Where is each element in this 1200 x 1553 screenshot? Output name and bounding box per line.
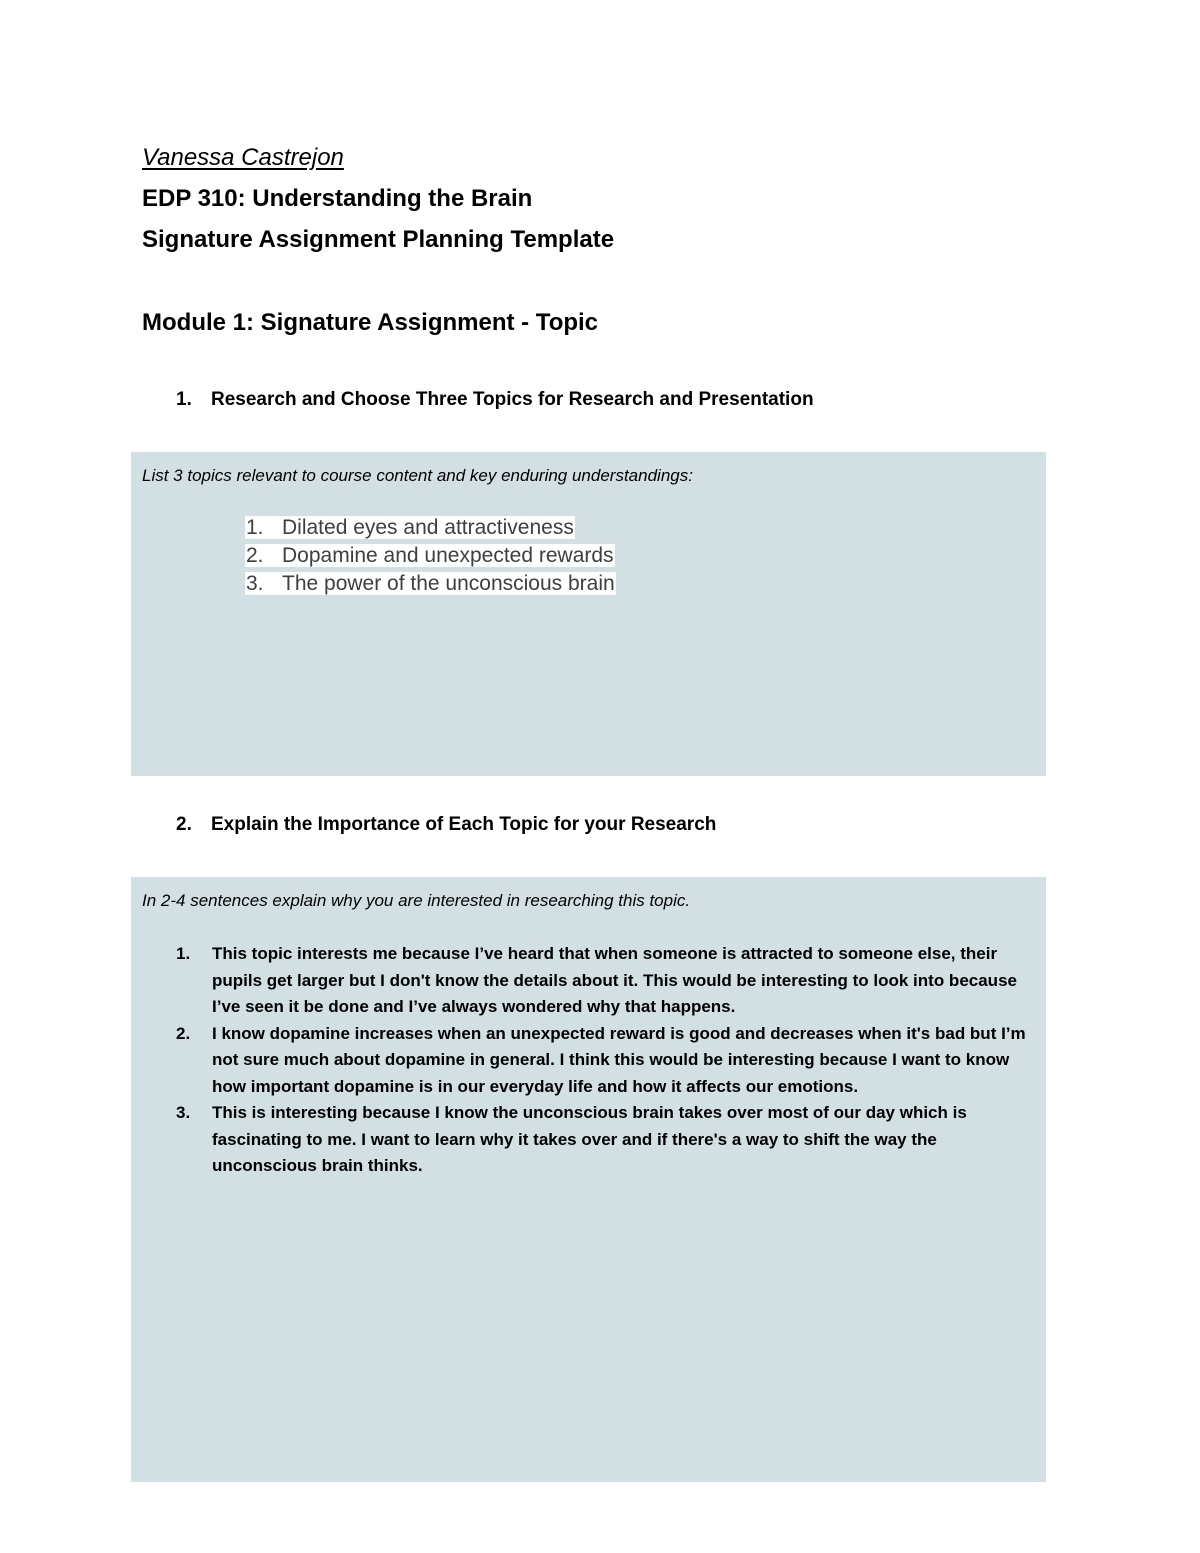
topic-number: 2. [246, 544, 264, 567]
reason-number: 2. [176, 1023, 191, 1043]
reason-text: This is interesting because I know the unconscious brain takes over most of our day which is fascinating to me. I want to learn why it takes over and if there's a way to shift the way the unconscious brain thinks. [212, 1103, 967, 1175]
topics-prompt: List 3 topics relevant to course content and key enduring understandings: [142, 466, 693, 485]
list-item [245, 570, 616, 598]
topics-answer-box [131, 452, 1046, 776]
reason-text: I know dopamine increases when an unexpected reward is good and decreases when it's bad but I’m not sure much about dopamine in general. I think this would be interesting because I want to know how important dopamine is in our everyday life and how it affects our emotions. [212, 1023, 1026, 1096]
course-title: EDP 310: Understanding the Brain [142, 185, 533, 212]
section-1-heading [176, 389, 814, 411]
section-1-number: 1. [176, 389, 192, 410]
list-item [176, 1021, 1036, 1101]
section-2-heading [176, 814, 716, 836]
reason-number: 3. [176, 1103, 191, 1122]
topic-text: Dilated eyes and attractiveness [282, 516, 574, 539]
importance-answer-box [131, 877, 1046, 1482]
reasons-list [176, 941, 1036, 1180]
topic-number: 1. [246, 516, 264, 539]
topic-number: 3. [246, 572, 264, 595]
list-item [245, 514, 616, 542]
topic-text: Dopamine and unexpected rewards [282, 544, 614, 567]
reason-number: 1. [176, 944, 191, 963]
module-heading: Module 1: Signature Assignment - Topic [142, 309, 599, 336]
list-item [245, 542, 616, 570]
reason-text: This topic interests me because I’ve heard that when someone is attracted to someone else, their pupils get larger but I don't know the details about it. This would be interesting to look into because I’ve seen it be done and I’ve always wondered why that happens. [212, 944, 1017, 1016]
author-name: Vanessa Castrejon [142, 144, 344, 171]
importance-prompt: In 2-4 sentences explain why you are interested in researching this topic. [142, 891, 691, 910]
topic-text: The power of the unconscious brain [282, 572, 615, 595]
topics-list [245, 514, 616, 598]
list-item [176, 941, 1036, 1021]
section-2-number: 2. [176, 814, 192, 835]
section-2-heading-text: Explain the Importance of Each Topic for your Research [211, 814, 717, 835]
list-item [176, 1100, 1036, 1180]
document-title: Signature Assignment Planning Template [142, 226, 615, 253]
section-1-heading-text: Research and Choose Three Topics for Research and Presentation [211, 389, 814, 410]
